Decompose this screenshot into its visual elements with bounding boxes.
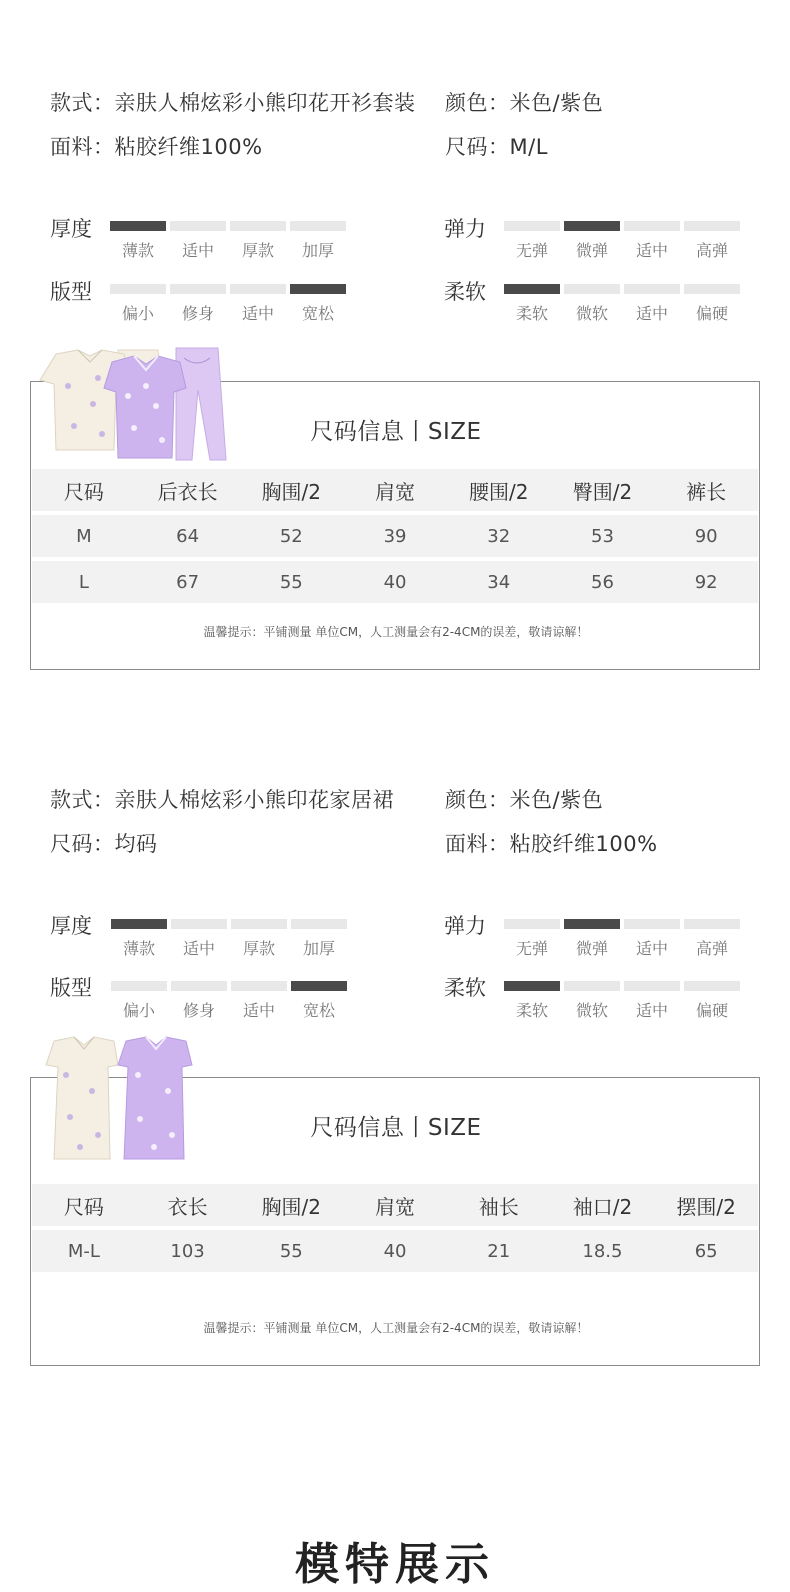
level-option-label: 无弹 <box>515 939 548 958</box>
level-bar <box>504 221 560 231</box>
level-bar <box>231 981 287 991</box>
table-header-cell: 尺码 <box>63 479 104 504</box>
fabric-value: 粘胶纤维100% <box>509 832 658 856</box>
level-option-label: 修身 <box>181 304 214 323</box>
level-option-label: 微弹 <box>575 241 608 260</box>
size-table-title: 尺码信息丨SIZE <box>310 1115 482 1141</box>
level-bar <box>624 981 680 991</box>
size-table <box>32 1184 758 1276</box>
size-line <box>445 131 548 161</box>
level-bar <box>171 919 227 929</box>
level-option-label: 厚款 <box>242 939 275 958</box>
level-bar <box>624 919 680 929</box>
thickness-options <box>110 238 346 261</box>
table-cell: 92 <box>694 571 718 593</box>
size-value: 均码 <box>114 832 158 856</box>
elasticity-options <box>504 238 740 261</box>
table-cell: 64 <box>176 525 200 547</box>
elasticity-label: 弹力 <box>444 217 486 241</box>
level-option-label: 薄款 <box>122 939 155 958</box>
size-line <box>50 828 158 858</box>
table-cell: 40 <box>383 571 407 593</box>
fit-label: 版型 <box>50 280 92 304</box>
level-bar <box>684 284 740 294</box>
level-option-label: 适中 <box>635 939 668 958</box>
level-option-label: 柔软 <box>515 304 548 323</box>
elasticity-bars <box>504 919 740 929</box>
table-cell: 103 <box>170 1240 205 1262</box>
table-cell: 55 <box>279 571 303 593</box>
thickness-options <box>111 936 347 959</box>
thickness-bars <box>111 919 347 929</box>
softness-options <box>504 301 740 324</box>
level-option-label: 厚款 <box>241 241 274 260</box>
level-option-label: 无弹 <box>515 241 548 260</box>
level-option-label: 高弹 <box>695 241 728 260</box>
table-header-cell: 袖口/2 <box>572 1194 633 1219</box>
table-header-cell: 臀围/2 <box>572 479 633 504</box>
level-option-label: 微软 <box>575 304 608 323</box>
table-cell: 53 <box>591 525 614 547</box>
table-header-cell: 肩宽 <box>375 1194 416 1219</box>
table-row <box>32 561 758 603</box>
thickness-label: 厚度 <box>50 914 92 938</box>
level-option-label: 加厚 <box>302 939 335 958</box>
level-bar-selected <box>111 919 167 929</box>
table-header-row <box>32 1184 758 1226</box>
softness-bars <box>504 284 740 294</box>
table-cell: 65 <box>694 1240 718 1262</box>
color-label: 颜色： <box>445 788 510 812</box>
table-row <box>32 1230 758 1272</box>
table-cell: 39 <box>383 525 407 547</box>
style-value: 亲肤人棉炫彩小熊印花开衫套装 <box>114 91 416 115</box>
color-value: 米色/紫色 <box>509 788 604 812</box>
level-bar <box>111 981 167 991</box>
level-option-label: 适中 <box>635 241 668 260</box>
level-option-label: 宽松 <box>301 304 334 323</box>
nightdress-image <box>40 1035 200 1163</box>
table-cell: L <box>78 571 89 593</box>
level-bar-selected <box>290 284 346 294</box>
level-bar-selected <box>504 981 560 991</box>
color-line <box>445 87 603 117</box>
color-label: 颜色： <box>445 91 510 115</box>
table-cell: 52 <box>279 525 303 547</box>
table-cell: 67 <box>176 571 200 593</box>
level-option-label: 修身 <box>182 1001 215 1020</box>
level-option-label: 柔软 <box>515 1001 548 1020</box>
table-cell: 21 <box>487 1240 511 1262</box>
table-cell: 34 <box>487 571 511 593</box>
level-bar-selected <box>504 284 560 294</box>
table-header-cell: 尺码 <box>63 1194 104 1219</box>
level-option-label: 薄款 <box>121 241 154 260</box>
table-header-cell: 后衣长 <box>157 479 218 504</box>
style-label: 款式： <box>50 788 115 812</box>
level-bar-selected <box>564 221 620 231</box>
level-bar <box>564 981 620 991</box>
level-bar-selected <box>291 981 347 991</box>
size-value: M/L <box>509 135 548 159</box>
level-option-label: 偏硬 <box>695 304 728 323</box>
fabric-value: 粘胶纤维100% <box>114 135 263 159</box>
style-line <box>50 784 394 814</box>
level-option-label: 适中 <box>241 304 274 323</box>
fit-bars <box>111 981 347 991</box>
elasticity-options <box>504 936 740 959</box>
level-option-label: 适中 <box>635 304 668 323</box>
table-cell: M <box>76 525 92 547</box>
level-bar <box>564 284 620 294</box>
level-bar-selected <box>564 919 620 929</box>
style-line <box>50 87 416 117</box>
measure-tip: 温馨提示：平铺测量 单位CM，人工测量会有2-4CM的误差，敬请谅解！ <box>203 625 589 639</box>
fabric-label: 面料： <box>50 135 115 159</box>
level-bar <box>624 221 680 231</box>
level-bar <box>231 919 287 929</box>
softness-label: 柔软 <box>444 280 486 304</box>
table-row <box>32 515 758 557</box>
table-header-cell: 衣长 <box>167 1194 208 1219</box>
level-bar <box>684 221 740 231</box>
level-bar <box>504 919 560 929</box>
table-cell: 40 <box>383 1240 407 1262</box>
model-showcase-title: 模特展示 <box>295 1539 495 1590</box>
level-option-label: 适中 <box>182 939 215 958</box>
table-cell: 32 <box>487 525 511 547</box>
size-label: 尺码： <box>50 832 115 856</box>
level-option-label: 宽松 <box>302 1001 335 1020</box>
size-table <box>32 469 758 607</box>
fit-bars <box>110 284 346 294</box>
level-option-label: 适中 <box>242 1001 275 1020</box>
level-option-label: 加厚 <box>301 241 334 260</box>
level-bar <box>230 284 286 294</box>
level-bar <box>110 284 166 294</box>
table-header-cell: 胸围/2 <box>261 479 322 504</box>
softness-options <box>504 998 740 1021</box>
level-bar <box>291 919 347 929</box>
table-cell: 55 <box>279 1240 303 1262</box>
softness-bars <box>504 981 740 991</box>
table-header-cell: 胸围/2 <box>261 1194 322 1219</box>
table-cell: M-L <box>67 1240 100 1262</box>
level-bar <box>684 981 740 991</box>
fabric-label: 面料： <box>445 832 510 856</box>
pajama-set-image <box>38 346 228 464</box>
level-bar <box>230 221 286 231</box>
table-cell: 18.5 <box>582 1240 623 1262</box>
table-cell: 56 <box>591 571 614 593</box>
level-bar <box>684 919 740 929</box>
color-value: 米色/紫色 <box>509 91 604 115</box>
table-header-cell: 腰围/2 <box>469 479 529 504</box>
level-bar <box>171 981 227 991</box>
table-cell: 90 <box>694 525 718 547</box>
table-header-row <box>32 469 758 511</box>
level-option-label: 偏硬 <box>695 1001 728 1020</box>
elasticity-bars <box>504 221 740 231</box>
measure-tip: 温馨提示：平铺测量 单位CM，人工测量会有2-4CM的误差，敬请谅解！ <box>203 1321 589 1335</box>
level-option-label: 适中 <box>181 241 214 260</box>
level-option-label: 高弹 <box>695 939 728 958</box>
size-table-title: 尺码信息丨SIZE <box>310 419 482 445</box>
fit-options <box>111 998 347 1021</box>
thickness-label: 厚度 <box>50 217 92 241</box>
level-option-label: 偏小 <box>122 1001 155 1020</box>
table-header-cell: 肩宽 <box>375 479 416 504</box>
level-bar-selected <box>110 221 166 231</box>
fit-label: 版型 <box>50 976 92 1000</box>
elasticity-label: 弹力 <box>444 914 486 938</box>
level-option-label: 适中 <box>635 1001 668 1020</box>
fit-options <box>110 301 346 324</box>
size-label: 尺码： <box>445 135 510 159</box>
level-bar <box>624 284 680 294</box>
thickness-bars <box>110 221 346 231</box>
table-header-cell: 裤长 <box>686 479 727 504</box>
color-line <box>445 784 603 814</box>
level-option-label: 微弹 <box>575 939 608 958</box>
fabric-line <box>445 828 658 858</box>
level-bar <box>170 221 226 231</box>
table-header-cell: 袖长 <box>478 1194 519 1219</box>
softness-label: 柔软 <box>444 976 486 1000</box>
level-bar <box>170 284 226 294</box>
table-header-cell: 摆围/2 <box>676 1194 736 1219</box>
fabric-line <box>50 131 263 161</box>
level-option-label: 微软 <box>575 1001 608 1020</box>
level-bar <box>290 221 346 231</box>
level-option-label: 偏小 <box>121 304 154 323</box>
style-value: 亲肤人棉炫彩小熊印花家居裙 <box>114 788 394 812</box>
style-label: 款式： <box>50 91 115 115</box>
